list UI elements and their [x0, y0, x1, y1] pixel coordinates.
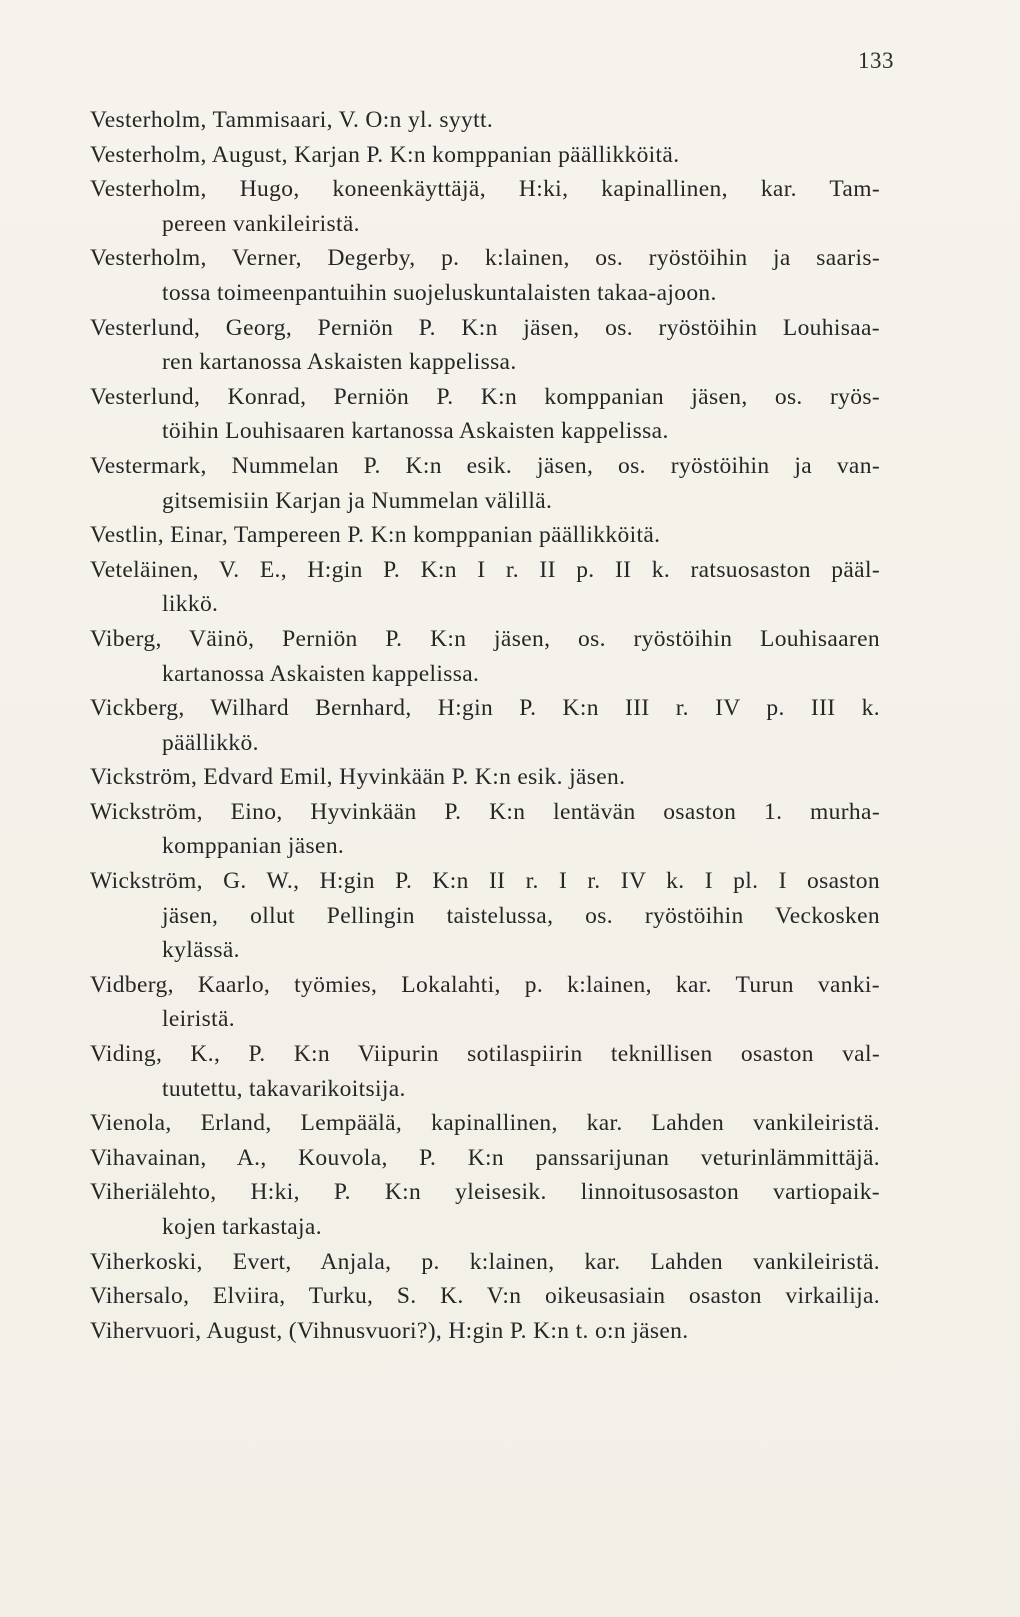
entry-line: Veteläinen, V. E., H:gin P. K:n I r. II p. II k. ratsuosaston pääl-: [90, 556, 880, 583]
entry-line: Vienola, Erland, Lempäälä, kapinallinen, kar. Lahden vankileiristä.: [90, 1110, 880, 1137]
entry-line: Vesterholm, Hugo, koneenkäyttäjä, H:ki, kapinallinen, kar. Tam-: [90, 176, 880, 203]
entry-continuation-line: komppanian jäsen.: [162, 833, 345, 860]
entry-line: Vestlin, Einar, Tampereen P. K:n komppanian päällikköitä.: [90, 522, 661, 549]
entry-line: Viheriälehto, H:ki, P. K:n yleisesik. linnoitusosaston vartiopaik-: [90, 1179, 880, 1206]
entry-continuation-line: kylässä.: [162, 937, 240, 964]
entry-continuation-line: kartanossa Askaisten kappelissa.: [162, 660, 480, 687]
entry-line: Vesterlund, Konrad, Perniön P. K:n komppanian jäsen, os. ryös-: [90, 383, 880, 410]
entry-line: Vesterholm, Verner, Degerby, p. k:lainen, os. ryöstöihin ja saaris-: [90, 245, 880, 272]
entry-line: Vickberg, Wilhard Bernhard, H:gin P. K:n III r. IV p. III k.: [90, 695, 880, 722]
entry-line: Viherkoski, Evert, Anjala, p. k:lainen, kar. Lahden vankileiristä.: [90, 1248, 880, 1275]
entry-continuation-line: gitsemisiin Karjan ja Nummelan välillä.: [162, 487, 553, 514]
entry-line: Vesterholm, Tammisaari, V. O:n yl. syytt.: [90, 107, 494, 133]
page-number: 133: [858, 48, 894, 73]
entry-line: Vestermark, Nummelan P. K:n esik. jäsen, os. ryöstöihin ja van-: [90, 452, 880, 479]
entry-line: Wickström, Eino, Hyvinkään P. K:n lentävän osaston 1. murha-: [90, 798, 880, 825]
entry-continuation-line: likkö.: [162, 591, 219, 618]
entry-continuation-line: kojen tarkastaja.: [162, 1214, 322, 1240]
entry-continuation-line: pereen vankileiristä.: [162, 210, 360, 237]
entry-line: Vihersalo, Elviira, Turku, S. K. V:n oikeusasiain osaston virkailija.: [90, 1283, 880, 1310]
entry-continuation-line: tossa toimeenpantuihin suojeluskuntalaisten takaa-ajoon.: [162, 279, 717, 306]
entry-list: [90, 103, 880, 1348]
entry-line: Vihervuori, August, (Vihnusvuori?), H:gin P. K:n t. o:n jäsen.: [90, 1317, 689, 1344]
entry-continuation-line: tuutettu, takavarikoitsija.: [162, 1075, 406, 1102]
entry-continuation-line: töihin Louhisaaren kartanossa Askaisten kappelissa.: [162, 418, 669, 445]
entry-line: Vesterholm, August, Karjan P. K:n komppanian päällikköitä.: [90, 141, 680, 168]
entry-line: Wickström, G. W., H:gin P. K:n II r. I r. IV k. I pl. I osaston: [90, 868, 880, 895]
entry-continuation-line: jäsen, ollut Pellingin taistelussa, os. ryöstöihin Veckosken: [162, 902, 880, 929]
entry-line: Vidberg, Kaarlo, työmies, Lokalahti, p. k:lainen, kar. Turun vanki-: [90, 971, 880, 998]
entry-line: Vihavainan, A., Kouvola, P. K:n panssarijunan veturinlämmittäjä.: [90, 1144, 880, 1171]
entry-line: Viding, K., P. K:n Viipurin sotilaspiirin teknillisen osaston val-: [90, 1041, 880, 1068]
entry-line: Vickström, Edvard Emil, Hyvinkään P. K:n esik. jäsen.: [90, 764, 626, 791]
entry-line: Viberg, Väinö, Perniön P. K:n jäsen, os. ryöstöihin Louhisaaren: [90, 625, 880, 652]
entry-continuation-line: päällikkö.: [162, 729, 259, 756]
entry-line: Vesterlund, Georg, Perniön P. K:n jäsen, os. ryöstöihin Louhisaa-: [90, 314, 880, 341]
entry-continuation-line: leiristä.: [162, 1006, 235, 1033]
entry-continuation-line: ren kartanossa Askaisten kappelissa.: [162, 349, 517, 376]
